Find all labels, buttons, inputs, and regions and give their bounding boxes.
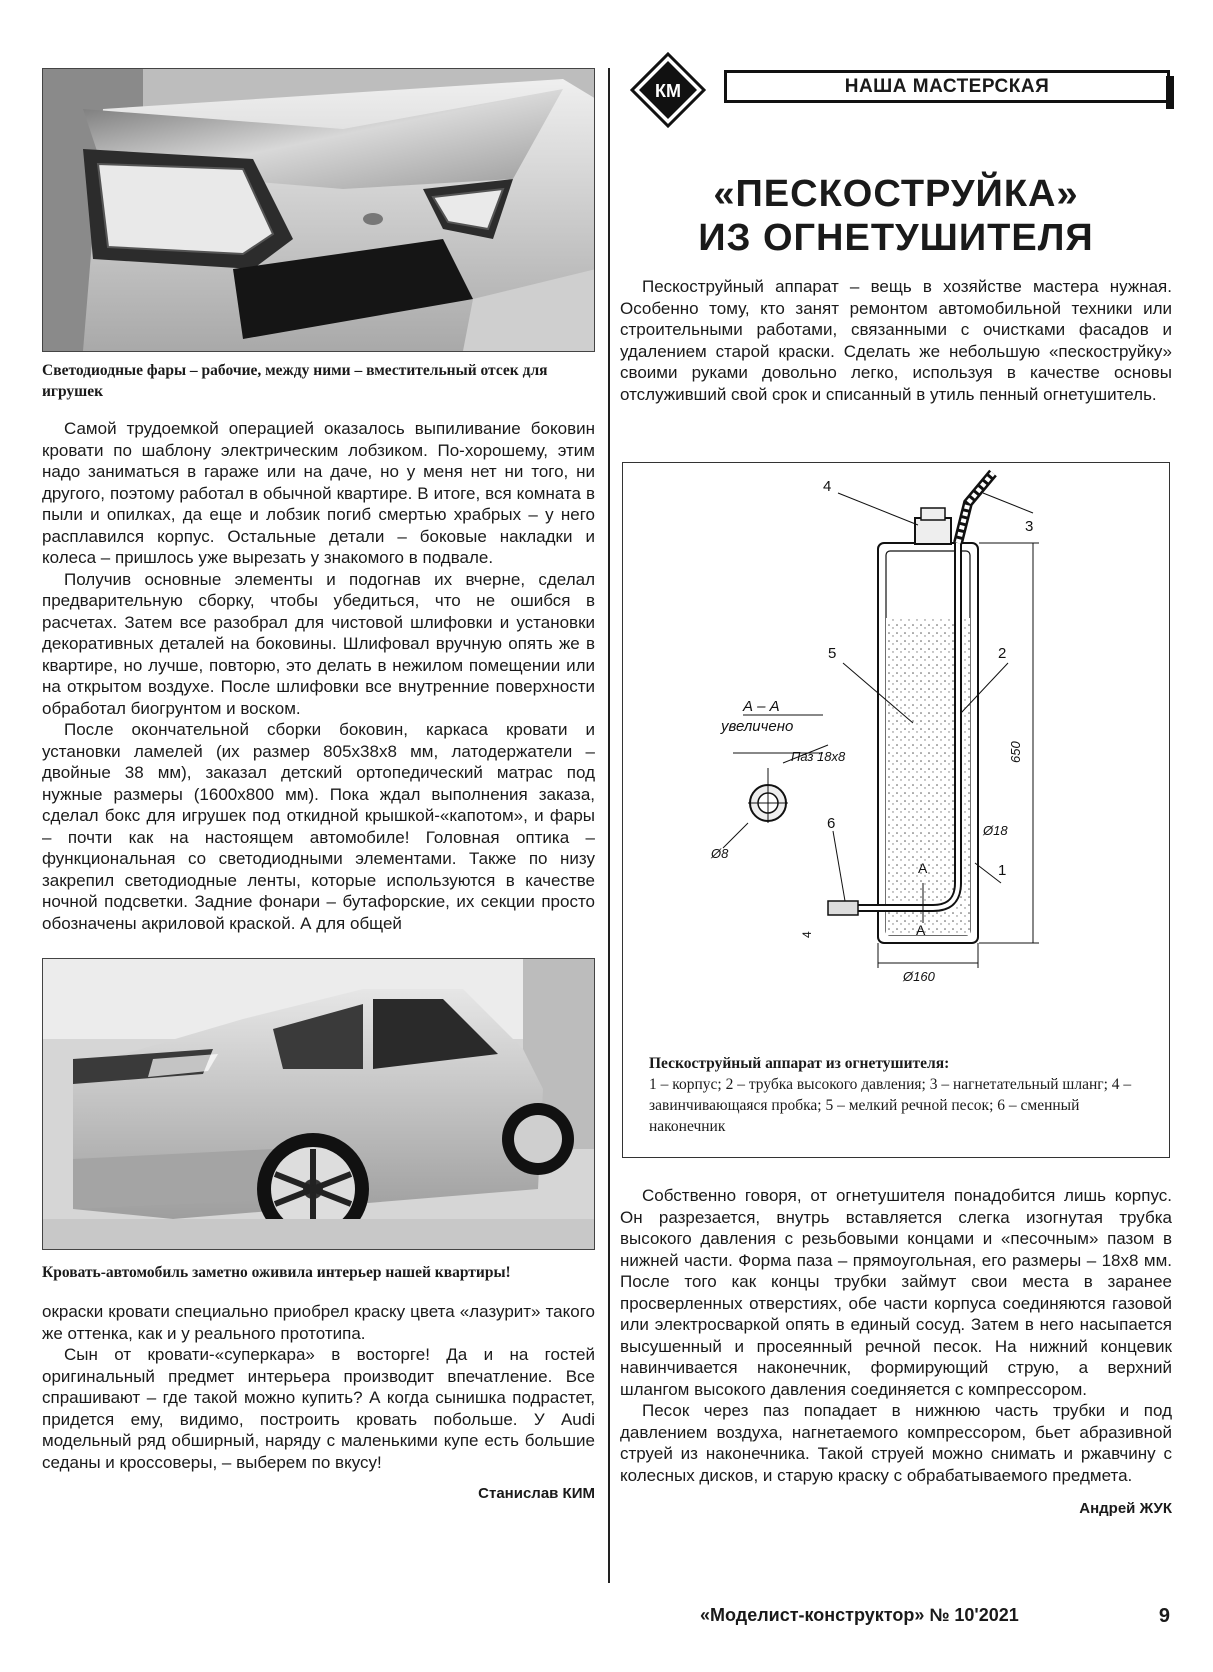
column-divider (608, 68, 610, 1583)
headline-line-1: «ПЕСКОСТРУЙКА» (713, 173, 1079, 215)
left-author: Станислав КИМ (478, 1485, 595, 1502)
figure-caption-text: 1 – корпус; 2 – трубка высокого давления; 3 – нагнетательный шланг; 4 – завинчивающаяся пробка; 5 – мелкий речной песок; 6 – сменный наконечник (649, 1076, 1132, 1135)
intro-paragraph: Пескоструйный аппарат – вещь в хозяйстве мастера нужная. Особенно тому, кто занят ремонтом автомобильной техники или строительными работами, связанными с очистками фасадов и удалением старой краски. Сделать же небольшую «пескоструйку» своими руками довольно легко, используя в качестве основы отслуживший свой срок и списанный в утиль пенный огнетушитель. (620, 277, 1172, 404)
magazine-issue: «Моделист-конструктор» № 10'2021 (700, 1605, 1019, 1625)
right-text-bottom (620, 1185, 1172, 1520)
car-bed-photo (42, 958, 595, 1250)
magazine-logo (630, 52, 706, 128)
d18-label: Ø18 (983, 823, 1008, 838)
headline-line-2: ИЗ ОГНЕТУШИТЕЛЯ (698, 217, 1094, 259)
intro-text (620, 276, 1172, 405)
left-text-bottom (42, 1301, 595, 1473)
left-column (42, 68, 595, 1502)
nozzle-6 (828, 901, 858, 915)
d160-label: Ø160 (903, 969, 935, 984)
left-text-top (42, 418, 595, 934)
section-subtitle: увеличено (721, 718, 794, 735)
label-3: 3 (1025, 518, 1034, 535)
page-footer (700, 1605, 1170, 1626)
label-1: 1 (998, 862, 1007, 879)
sandblaster-drawing (623, 463, 1169, 1043)
dim4-label: 4 (800, 931, 814, 938)
photo2-caption: Кровать-автомобиль заметно оживила интерьер нашей квартиры! (42, 1264, 511, 1281)
left-paragraph-5: Сын от кровати-«суперкара» в восторге! Да и на гостей оригинальный предмет интерьера производит впечатление. Все спрашивают – где такой можно купить? А когда сынишка подрастет, придется ему, видимо, построить кровать побольше. У Audi модельный ряд обширный, наряду с маленькими купе есть большие седаны и кроссоверы, – выберем по вкусу! (42, 1345, 595, 1472)
section-title: А – А (743, 698, 780, 715)
photo1-caption: Светодиодные фары – рабочие, между ними – вместительный отсек для игрушек (42, 362, 548, 400)
figure-caption-title: Пескоструйный аппарат из огнетушителя: (649, 1055, 950, 1072)
slot-label: Паз 18х8 (791, 749, 846, 764)
section-title: НАША МАСТЕРСКАЯ (724, 70, 1170, 103)
logo-text: КМ (655, 81, 681, 101)
right-paragraph-1: Собственно говоря, от огнетушителя понадобится лишь корпус. Он разрезается, внутрь вставляется слегка изогнутая трубка высокого давления с резьбовыми концами и «песочным» пазом в нижней части. Форма паза – прямоугольная, его размеры – 18х8 мм. После того как концы трубки займут свои места в заранее просверленных отверстиях, обе части корпуса соединяются газовой или электросваркой опять в единый сосуд. Затем в него насыпается высушенный и просеянный речной песок. На нижний концевик навинчивается наконечник, формирующий струю, а верхний шлангом высокого давления соединяется с компрессором. (620, 1186, 1172, 1399)
h650-label: 650 (1008, 741, 1023, 763)
hose-3 (958, 473, 993, 543)
right-paragraph-2: Песок через паз попадает в нижнюю часть трубки и под давлением воздуха, нагнетаемого компрессором, бьет абразивной струей из наконечника. Такой струей можно снимать и ржавчину с колесных дисков, и старую краску с обрабатываемого предмета. (620, 1401, 1172, 1485)
left-paragraph-1: Самой трудоемкой операцией оказалось выпиливание боковин кровати по шаблону электрическим лобзиком. По-хорошему, этим надо заниматься в гараже или на даче, но у меня нет ни того, ни другого, поэтому работал в обычной квартире. В итоге, вся комната в пыли и опилках, да еще и лобзик погиб смертью храбрых – у него расплавился корпус. Остальные детали – боковые накладки и колеса – пришлось уже вырезать у знакомого в подвале. (42, 419, 595, 567)
left-paragraph-2: Получив основные элементы и подогнав их вчерне, сделал предварительную сборку, чтобы убедиться, что не ошибся в расчетах. Затем все разобрал для чистовой шлифовки и установки декоративных деталей на боковины. Шлифовал вручную опять же в квартире, но лучше, повторю, это делать в нежилом помещении или на открытом воздухе. После шлифовки все внутренние поверхности обработал биогрунтом и воском. (42, 569, 595, 718)
label-5: 5 (828, 645, 837, 662)
label-4: 4 (823, 478, 832, 495)
d8-label: Ø8 (711, 846, 729, 861)
article-headline (620, 172, 1172, 260)
left-paragraph-3: После окончательной сборки боковин, каркаса кровати и установки ламелей (их размер 805х38х8 мм, латодержатели – двойные 38 мм), заказал детский ортопедический матрас под нужные размеры (1600х800 мм). Пока ждал выполнения заказа, сделал бокс для игрушек под откидной крышкой-«капотом», и фары – почти как на настоящем автомобиле! Головная оптика – функциональная со светодиодными элементами. Также по низу закрепил светодиодные ленты, которые используются в качестве ночной подсветки. Задние фонари – бутафорские, их секции просто обозначены акриловой краской. А для общей (42, 720, 595, 933)
left-paragraph-4: окраски кровати специально приобрел краску цвета «лазурит» такого же оттенка, как и у реального прототипа. (42, 1302, 595, 1343)
label-2: 2 (998, 645, 1007, 662)
a-bottom-label: А (916, 922, 926, 938)
page-number: 9 (1158, 1605, 1170, 1627)
label-6: 6 (827, 815, 836, 832)
figure-box (622, 462, 1170, 1158)
a-top-label: А (918, 860, 928, 876)
cap-4 (915, 518, 951, 544)
figure-caption (649, 1053, 1149, 1137)
right-author: Андрей ЖУК (1079, 1500, 1172, 1517)
headlights-photo (42, 68, 595, 352)
